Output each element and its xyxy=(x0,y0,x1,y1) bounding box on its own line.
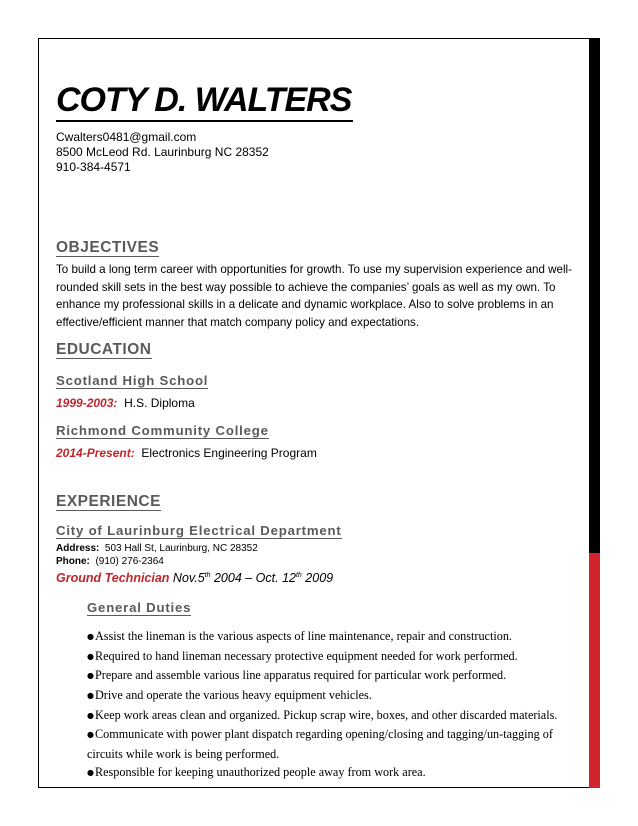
school-dates: 1999-2003: xyxy=(56,396,118,410)
list-item xyxy=(87,627,567,647)
address-label: Address: xyxy=(56,543,100,554)
duty-text: Assist the lineman is the various aspects of line maintenance, repair and construction. xyxy=(95,629,512,644)
school-detail-line xyxy=(56,446,584,461)
bullet-icon: ● xyxy=(87,730,94,740)
contact-phone: 910-384-4571 xyxy=(56,160,131,174)
school-detail: H.S. Diploma xyxy=(124,396,195,410)
accent-bar-red xyxy=(589,553,600,788)
start-sup: th xyxy=(204,572,211,579)
bullet-icon: ● xyxy=(87,632,94,642)
school-entry-2 xyxy=(56,422,584,461)
school-name: Richmond Community College xyxy=(56,423,269,438)
school-name: Scotland High School xyxy=(56,373,209,388)
job-title: Ground Technician xyxy=(56,571,170,586)
education-heading: EDUCATION xyxy=(56,341,152,358)
school-detail: Electronics Engineering Program xyxy=(141,446,317,460)
job-title-line xyxy=(56,568,584,586)
school-dates: 2014-Present: xyxy=(56,446,135,460)
school-detail-line xyxy=(56,396,584,411)
experience-heading: EXPERIENCE xyxy=(56,493,161,510)
duty-text: Keep work areas clean and organized. Pickup scrap wire, boxes, and other discarded materials. xyxy=(95,707,558,722)
duties-list xyxy=(87,627,567,783)
employer-address-line xyxy=(56,542,584,555)
contact-email: Cwalters0481@gmail.com xyxy=(56,130,197,144)
contact-block xyxy=(56,130,584,175)
objectives-heading: OBJECTIVES xyxy=(56,239,160,256)
contact-address: 8500 McLeod Rd. Laurinburg NC 28352 xyxy=(56,145,269,159)
accent-bar xyxy=(589,38,600,788)
job-range: 2004 – Oct. 12 xyxy=(210,571,296,586)
bullet-icon: ● xyxy=(87,710,94,720)
end-sup: th xyxy=(295,572,302,579)
bullet-icon: ● xyxy=(87,768,94,778)
objectives-text: To build a long term career with opportunities for growth. To use my supervision experience and well-rounded skill sets in the best way possible to achieve the companies’ goals as well as my own. To enhance my professional skills in a delicate and dynamic workplace. Also to solve problems in an effective/efficient manner that match company policy and expectations. xyxy=(56,263,572,329)
list-item xyxy=(87,706,567,726)
employer-name: City of Laurinburg Electrical Department xyxy=(56,523,342,538)
list-item xyxy=(87,763,567,783)
duties-heading: General Duties xyxy=(87,600,192,616)
bullet-icon: ● xyxy=(87,651,94,661)
phone-label: Phone: xyxy=(56,556,90,567)
employer-block xyxy=(56,511,584,586)
list-item xyxy=(87,647,567,667)
candidate-name: COTY D. WALTERS xyxy=(56,80,353,122)
list-item xyxy=(87,666,567,686)
phone-value: (910) 276-2364 xyxy=(95,556,164,567)
bullet-icon: ● xyxy=(87,690,94,700)
duty-text: Prepare and assemble various line apparatus required for particular work performed. xyxy=(95,668,507,683)
resume-content xyxy=(56,80,584,795)
duty-text: Drive and operate the various heavy equipment vehicles. xyxy=(95,687,372,702)
duty-text: Communicate with power plant dispatch regarding opening/closing and tagging/un-tagging of circuits while work is being performed. xyxy=(87,727,553,761)
address-value: 503 Hall St, Laurinburg, NC 28352 xyxy=(104,543,258,554)
job-end: 2009 xyxy=(301,571,334,586)
job-start: Nov.5 xyxy=(172,571,205,586)
list-item xyxy=(87,725,567,763)
bullet-icon: ● xyxy=(87,671,94,681)
school-entry-1 xyxy=(56,359,584,411)
duty-text: Responsible for keeping unauthorized people away from work area. xyxy=(95,765,426,780)
employer-phone-line xyxy=(56,555,584,568)
list-item xyxy=(87,686,567,706)
duty-text: Required to hand lineman necessary protective equipment needed for work performed. xyxy=(95,648,518,663)
